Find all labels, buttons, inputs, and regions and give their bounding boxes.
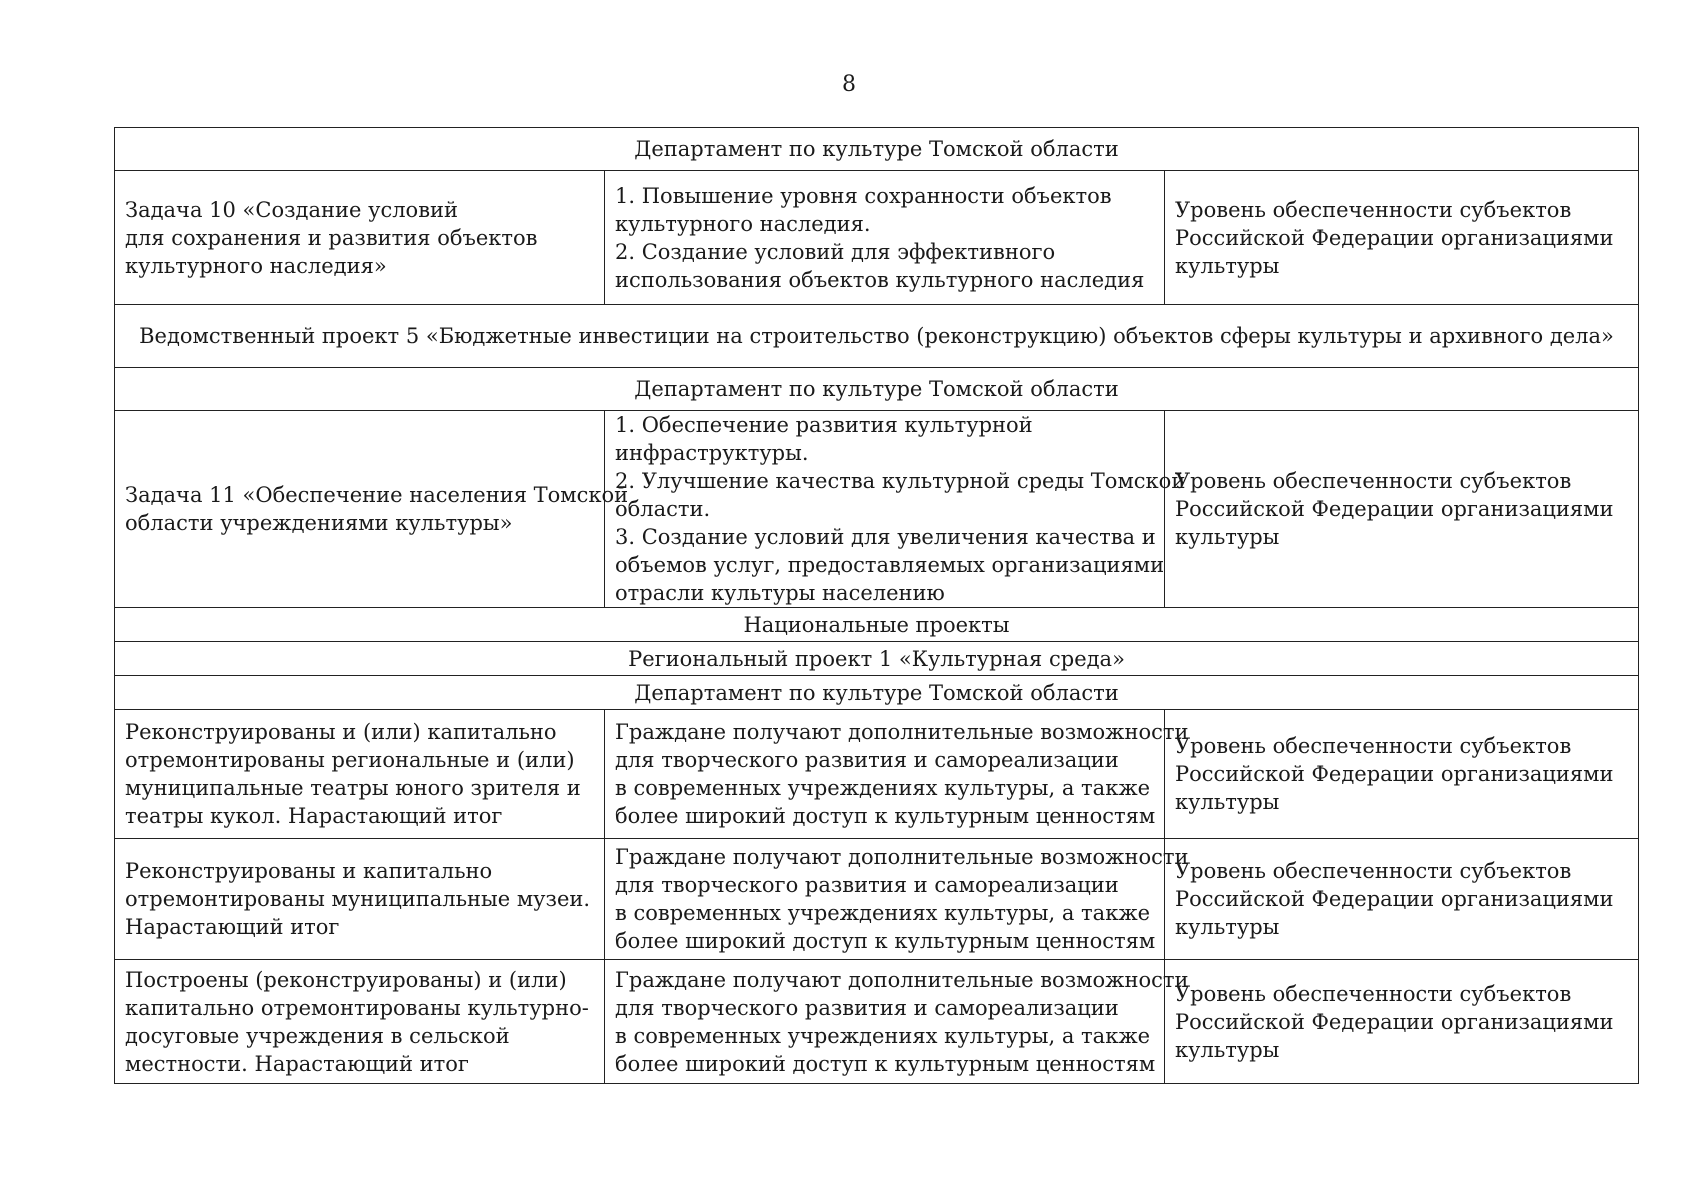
indicator-line: Уровень обеспеченности субъектов bbox=[1175, 859, 1572, 883]
regional-project-cell: Региональный проект 1 «Культурная среда» bbox=[115, 642, 1639, 676]
results-line: в современных учреждениях культуры, а также bbox=[615, 1023, 1151, 1048]
results-line: в современных учреждениях культуры, а также bbox=[615, 776, 1151, 800]
task-line: капитально отремонтированы культурно- bbox=[125, 995, 589, 1020]
task-line: Реконструированы и капитально bbox=[125, 859, 493, 883]
indicator-line: Российской Федерации организациями bbox=[1175, 1009, 1614, 1034]
indicator-cell bbox=[1165, 710, 1639, 839]
dept-header-cell: Департамент по культуре Томской области bbox=[115, 368, 1639, 411]
results-line: Граждане получают дополнительные возможности bbox=[615, 967, 1189, 992]
regional-project-row bbox=[115, 642, 1639, 676]
indicator-cell bbox=[1165, 839, 1639, 960]
project-header-row bbox=[115, 305, 1639, 368]
results-line: для творческого развития и самореализации bbox=[615, 748, 1119, 772]
indicator-line: Российской Федерации организациями bbox=[1175, 887, 1614, 911]
task-line: местности. Нарастающий итог bbox=[125, 1051, 469, 1076]
results-line: более широкий доступ к культурным ценностям bbox=[615, 804, 1156, 828]
results-cell bbox=[605, 411, 1186, 608]
results-line: более широкий доступ к культурным ценностям bbox=[615, 1051, 1156, 1076]
indicator-cell bbox=[1165, 411, 1639, 608]
table-row bbox=[115, 171, 1639, 305]
results-line: более широкий доступ к культурным ценностям bbox=[615, 929, 1156, 953]
task-cell bbox=[115, 171, 605, 305]
project-header-cell: Ведомственный проект 5 «Бюджетные инвестиции на строительство (реконструкцию) объектов сферы культуры и архивного дела» bbox=[115, 305, 1639, 368]
task-line: для сохранения и развития объектов bbox=[125, 225, 538, 250]
task-line: Нарастающий итог bbox=[125, 915, 340, 939]
indicator-line: культуры bbox=[1175, 525, 1280, 549]
dept-header-row bbox=[115, 368, 1639, 411]
task-cell bbox=[115, 710, 605, 839]
indicator-line: Уровень обеспеченности субъектов bbox=[1175, 469, 1572, 493]
national-projects-row bbox=[115, 608, 1639, 642]
results-line: 1. Повышение уровня сохранности объектов bbox=[615, 183, 1112, 208]
results-line: инфраструктуры. bbox=[615, 441, 809, 465]
task-line: театры кукол. Нарастающий итог bbox=[125, 804, 503, 828]
indicator-line: Уровень обеспеченности субъектов bbox=[1175, 734, 1572, 758]
indicator-line: культуры bbox=[1175, 253, 1280, 278]
results-line: в современных учреждениях культуры, а также bbox=[615, 901, 1151, 925]
indicator-line: Российской Федерации организациями bbox=[1175, 225, 1614, 250]
task-cell bbox=[115, 839, 605, 960]
goals-table bbox=[114, 127, 1639, 1084]
task-line: отремонтированы региональные и (или) bbox=[125, 748, 575, 772]
task-line: культурного наследия» bbox=[125, 253, 387, 278]
results-line: 2. Улучшение качества культурной среды Томской bbox=[615, 469, 1186, 493]
table-row bbox=[115, 710, 1639, 839]
results-cell bbox=[605, 839, 1189, 960]
task-cell bbox=[115, 960, 605, 1084]
task-line: области учреждениями культуры» bbox=[125, 511, 513, 535]
results-cell bbox=[605, 171, 1165, 305]
indicator-line: Уровень обеспеченности субъектов bbox=[1175, 981, 1572, 1006]
task-line: Задача 11 «Обеспечение населения Томской bbox=[125, 483, 629, 507]
indicator-line: Уровень обеспеченности субъектов bbox=[1175, 197, 1572, 222]
table-row bbox=[115, 960, 1639, 1084]
task-line: досуговые учреждения в сельской bbox=[125, 1023, 510, 1048]
task-line: Реконструированы и (или) капитально bbox=[125, 720, 557, 744]
results-line: использования объектов культурного наследия bbox=[615, 267, 1145, 292]
task-line: Построены (реконструированы) и (или) bbox=[125, 967, 567, 992]
task-line: Задача 10 «Создание условий bbox=[125, 197, 459, 222]
task-line: отремонтированы муниципальные музеи. bbox=[125, 887, 591, 911]
results-cell bbox=[605, 710, 1189, 839]
page-number: 8 bbox=[842, 72, 856, 97]
results-line: 1. Обеспечение развития культурной bbox=[615, 413, 1033, 437]
results-line: 2. Создание условий для эффективного bbox=[615, 239, 1056, 264]
results-line: 3. Создание условий для увеличения качества и bbox=[615, 525, 1156, 549]
indicator-cell bbox=[1165, 960, 1639, 1084]
table-row bbox=[115, 411, 1639, 608]
dept-header-cell: Департамент по культуре Томской области bbox=[115, 676, 1639, 710]
indicator-line: культуры bbox=[1175, 790, 1280, 814]
results-line: Граждане получают дополнительные возможности bbox=[615, 845, 1189, 869]
indicator-line: культуры bbox=[1175, 915, 1280, 939]
table-row bbox=[115, 839, 1639, 960]
results-line: области. bbox=[615, 497, 711, 521]
indicator-line: Российской Федерации организациями bbox=[1175, 762, 1614, 786]
dept-header-cell: Департамент по культуре Томской области bbox=[115, 128, 1639, 171]
indicator-line: Российской Федерации организациями bbox=[1175, 497, 1614, 521]
task-line: муниципальные театры юного зрителя и bbox=[125, 776, 581, 800]
results-line: культурного наследия. bbox=[615, 211, 871, 236]
results-cell bbox=[605, 960, 1189, 1084]
dept-header-row bbox=[115, 128, 1639, 171]
results-line: объемов услуг, предоставляемых организациями bbox=[615, 553, 1165, 577]
indicator-cell bbox=[1165, 171, 1639, 305]
results-line: для творческого развития и самореализации bbox=[615, 873, 1119, 897]
national-projects-cell: Национальные проекты bbox=[115, 608, 1639, 642]
results-line: отрасли культуры населению bbox=[615, 581, 945, 605]
results-line: для творческого развития и самореализации bbox=[615, 995, 1119, 1020]
dept-header-row bbox=[115, 676, 1639, 710]
indicator-line: культуры bbox=[1175, 1037, 1280, 1062]
results-line: Граждане получают дополнительные возможности bbox=[615, 720, 1189, 744]
task-cell bbox=[115, 411, 629, 608]
